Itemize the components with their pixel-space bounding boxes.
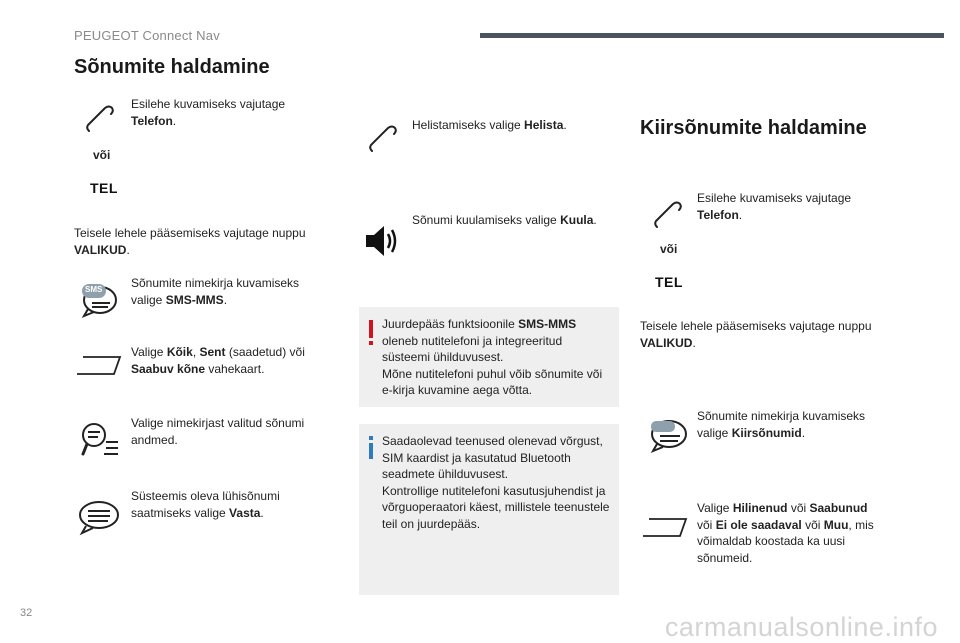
item-call: Helistamiseks valige Helista.: [412, 118, 567, 132]
step-home-telefon-2: Esilehe kuvamiseks vajutage Telefon.: [697, 191, 852, 222]
sms-icon-label: SMS: [85, 285, 103, 294]
tel-button-label: TEL: [90, 180, 118, 196]
or-label: või: [93, 148, 111, 162]
speaker-icon: [364, 224, 400, 258]
item-listen: Sõnumi kuulamiseks valige Kuula.: [412, 213, 597, 227]
page-number: 32: [20, 607, 33, 619]
item-tabs: Valige Kõik, Sent (saadetud) või Saabuv kõne vahekaart.: [131, 345, 305, 376]
info-text: Saadaolevad teenused olenevad võrgust, SIM kaardist ja kasutatud Bluetooth seadmete ühilduvusest. Kontrollige nutitelefoni kasutusjuhendist ja võrguoperaatori käest, millistele teenustele teil on juurdepääs.: [382, 434, 610, 531]
watermark: carmanualsonline.info: [664, 612, 938, 642]
para-valikud-2: Teisele lehele pääsemiseks vajutage nuppu VALIKUD.: [640, 319, 872, 350]
header-brand: PEUGEOT Connect Nav: [74, 28, 220, 43]
item-quick-tabs: Valige Hilinenud või Saabunud või Ei ole saadaval või Muu, mis võimaldab koostada ka uusi sõnumeid.: [697, 501, 874, 565]
phone-handset-icon: [85, 104, 117, 136]
item-quick-list: Sõnumite nimekirja kuvamiseks valige Kiirsõnumid.: [697, 409, 866, 440]
tel-button-label-2: TEL: [655, 274, 683, 290]
message-details-icon: [80, 420, 120, 460]
para-valikud: Teisele lehele pääsemiseks vajutage nuppu VALIKUD.: [74, 226, 306, 257]
header-bar: [480, 33, 944, 38]
quick-messages-icon: [648, 418, 688, 454]
step-home-telefon: Esilehe kuvamiseks vajutage Telefon.: [131, 97, 286, 128]
tab-shape-icon: [76, 355, 122, 377]
info-icon: [369, 443, 373, 459]
warning-text: Juurdepääs funktsioonile SMS-MMS oleneb nutitelefoni ja integreeritud süsteemi ühilduvusest. Mõne nutitelefoni puhul võib sõnumite või e-kirja kuvamine aega võtta.: [382, 317, 603, 397]
section-title-messages: Sõnumite haldamine: [74, 56, 270, 78]
reply-bubble-icon: [78, 500, 120, 534]
warning-icon: [369, 320, 373, 338]
item-select-message: Valige nimekirjast valitud sõnumi andmed.: [131, 416, 305, 447]
item-reply: Süsteemis oleva lühisõnumi saatmiseks valige Vasta.: [131, 489, 280, 520]
call-handset-icon: [368, 124, 400, 156]
warning-icon-dot: [369, 341, 373, 345]
section-title-quick-messages: Kiirsõnumite haldamine: [640, 117, 867, 139]
phone-handset-icon-2: [653, 200, 685, 232]
item-sms-mms: Sõnumite nimekirja kuvamiseks valige SMS-MMS.: [131, 276, 300, 307]
tab-shape-icon-2: [642, 517, 688, 539]
or-label-2: või: [660, 242, 678, 256]
info-icon-dot: [369, 436, 373, 440]
